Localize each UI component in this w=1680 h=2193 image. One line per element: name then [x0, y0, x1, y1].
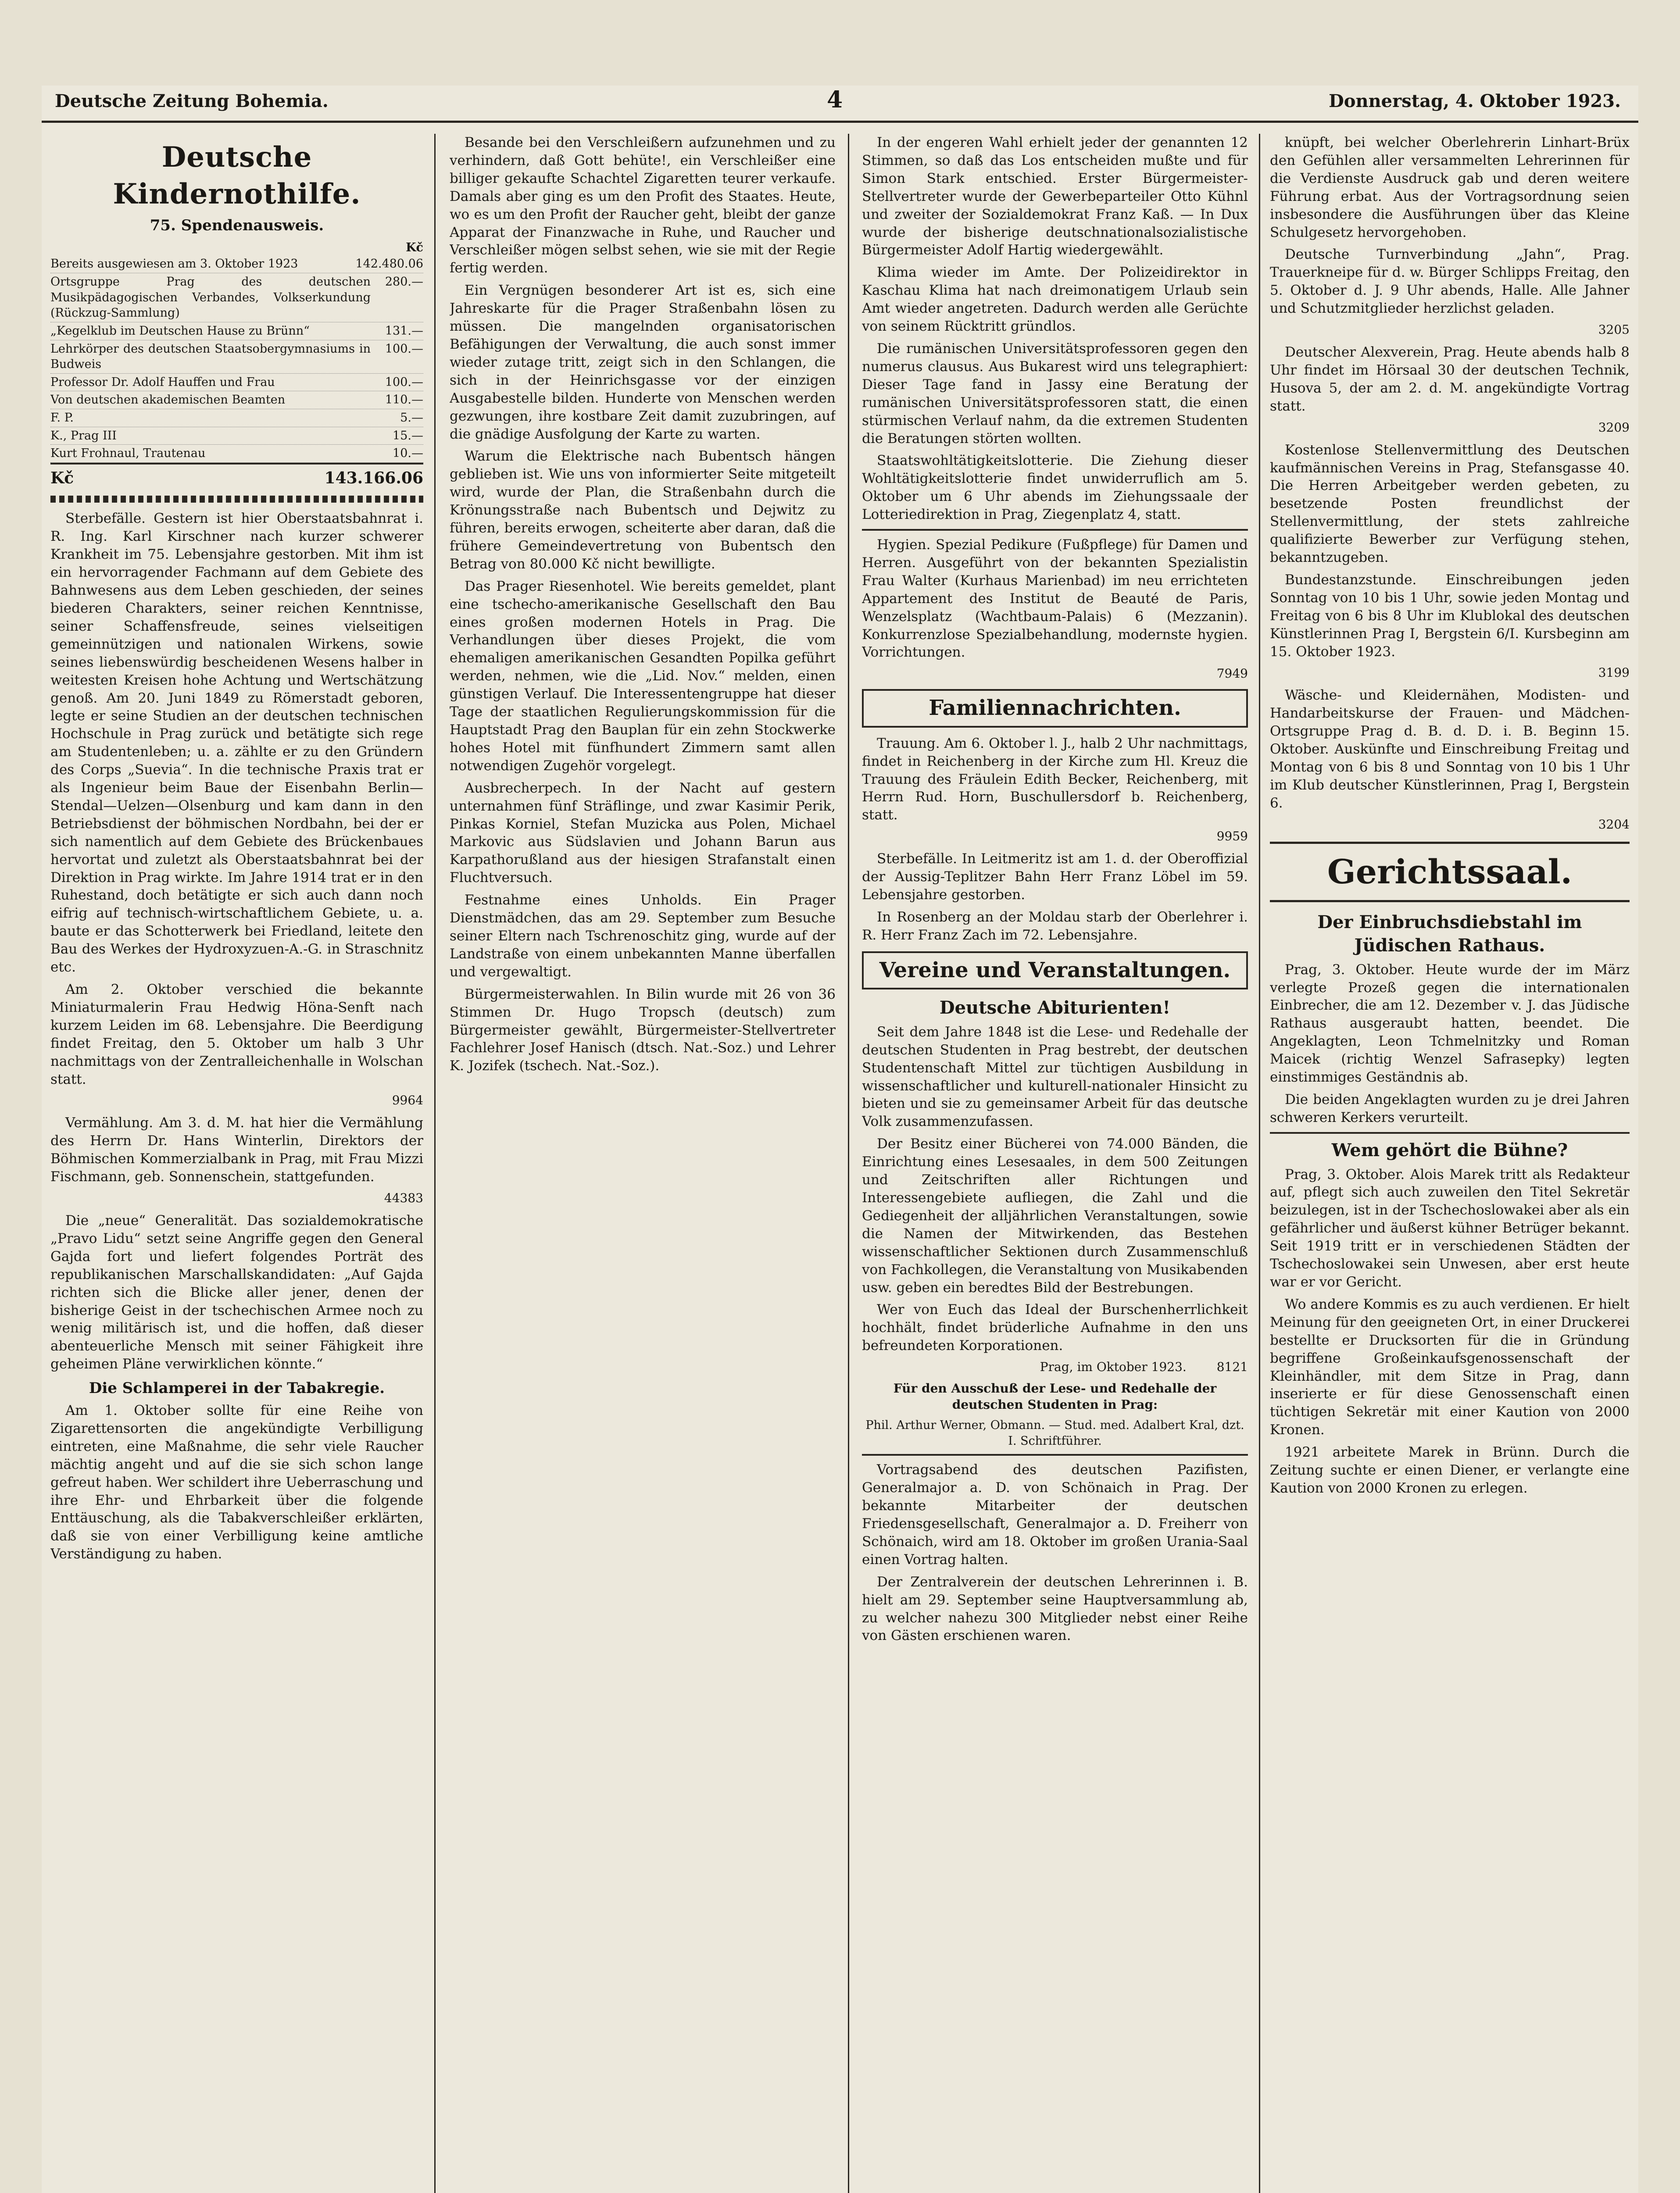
kindernothilfe-subtitle: 75. Spendenausweis. [150, 216, 324, 234]
place-date [862, 1359, 1248, 1375]
divider [862, 529, 1248, 531]
donation-label: Bereits ausgewiesen am 3. Oktober 1923 [50, 257, 298, 271]
article-festnahme: Festnahme eines Unholds. Ein Prager Dienstmädchen, das am 29. September zum Besuche seiner Eltern nach Tschrenoschitz ging, wurde auf der Landstraße von einem unbekannten Manne überfallen und vergewaltigt. [450, 892, 836, 980]
heading-buehne: Wem gehört die Bühne? [1331, 1139, 1568, 1161]
article-sterbefall-leitmeritz: Sterbefälle. In Leitmeritz ist am 1. d. der Oberoffizial der Aussig-Teplitzer Bahn Herr Franz Löbel im 59. Lebensjahre gestorben. [862, 851, 1248, 903]
article-tabakregie: Am 1. Oktober sollte für eine Reihe von Zigarettensorten die angekündigte Verbilligung eintreten, eine Maßnahme, die sehr viele Raucher mächtig angeht und auf die sie sich schon lange gefreut haben. Wer schildert ihre Ueberraschung und ihre Ehr- und Ehrbarkeit über die folgende Enttäuschung, als die Tabakverschleißer erklärten, daß sie von einer Verbilligung keine amtliche Verständigung zu haben. [50, 1403, 423, 1562]
donation-label: F. P. [50, 411, 74, 425]
article-buehne-3: 1921 arbeitete Marek in Brünn. Durch die Zeitung suchte er einen Diener, er verlangte eine Kaution von 2000 Kronen zu erlegen. [1270, 1444, 1630, 1496]
kindernothilfe-title: Deutsche Kindernothilfe. [113, 141, 361, 211]
section-title-vereine: Vereine und Veranstaltungen. [879, 957, 1231, 982]
donation-label: Ortsgruppe Prag des deutschen Musikpädagogischen Verbandes, Volkserkundung (Rückzug-Sammlung) [50, 275, 371, 320]
article-einbruch-verdict: Die beiden Angeklagten wurden zu je drei Jahren schweren Kerkers verurteilt. [1270, 1091, 1630, 1125]
donation-row [50, 374, 423, 392]
donation-row [50, 273, 423, 322]
signature: Phil. Arthur Werner, Obmann. — Stud. med. Adalbert Kral, dzt. I. Schriftführer. [865, 1418, 1244, 1448]
donation-row [50, 427, 423, 445]
article-ausbrecherpech: Ausbrecherpech. In der Nacht auf gestern unternahmen fünf Sträflinge, und zwar Kasimir Perik, Pinkas Korniel, Stefan Muzicka aus Polen, Michael Markovic aus Südslavien und Johann Barun aus Karpathorußland aus der hiesigen Strafanstalt einen Fluchtversuch. [450, 780, 836, 886]
ref-number: 9964 [392, 1093, 423, 1108]
donation-label: Kurt Frohnaul, Trautenau [50, 446, 206, 461]
article-riesenhotel: Das Prager Riesenhotel. Wie bereits gemeldet, plant eine tschecho-amerikanische Gesellschaft den Bau eines großen modernen Hotels in Prag. Die Verhandlungen über dieses Projekt, die vom ehemaligen amerikanischen Gesandten Popilka geführt werden, nehmen, wie die „Lid. Nov.“ melden, einen günstigen Verlauf. Die Interessentengruppe hat dieser Tage der staatlichen Regulierungskommission für die Hauptstadt Prag den Bauplan für ein zehn Stockwerke hohes Hotel mit fünfhundert Zimmern samt allen notwendigen Zugehör vorgelegt. [450, 578, 836, 774]
vereine-box [862, 951, 1248, 989]
donation-value: 280.— [385, 275, 423, 289]
newspaper-name: Deutsche Zeitung Bohemia. [55, 91, 329, 111]
currency-label: Kč [406, 240, 423, 254]
article-miniaturmalerin: Am 2. Oktober verschied die bekannte Miniaturmalerin Frau Hedwig Höna-Senft nach kurzem Leiden im 68. Lebensjahre. Die Beerdigung findet Freitag, den 5. Oktober um halb 3 Uhr nachmittags von der Zentralleichenhalle in Wolschan statt. [50, 982, 423, 1087]
donation-value: 131.— [385, 324, 423, 338]
ref-number: 44383 [384, 1191, 423, 1206]
donation-total [50, 463, 423, 489]
donation-list [50, 255, 423, 463]
donation-row [50, 391, 423, 409]
article-sterbefall-rosenberg: In Rosenberg an der Moldau starb der Oberlehrer i. R. Herr Franz Zach im 72. Lebensjahre. [862, 909, 1248, 943]
total-value: 143.166.06 [324, 468, 423, 487]
column-4 [1270, 134, 1630, 2193]
ref-number: 7949 [1216, 666, 1248, 681]
ref-number: 3204 [1598, 817, 1630, 832]
advertisement-pedikure: Hygien. Spezial Pedikure (Fußpflege) für Damen und Herren. Ausgeführt von der bekannten Spezialistin Frau Walter (Kurhaus Marienbad) im neu errichteten Appartement des Institut de Beauté de Paris, Wenzelsplatz (Wachtbaum-Palais) 6 (Mezzanin). Konkurrenzlose Spezialbehandlung, modernste hygien. Vorrichtungen. [862, 537, 1248, 661]
ref-number: 3209 [1598, 420, 1630, 435]
ref-number: 9959 [1216, 829, 1248, 844]
heading-abiturienten: Deutsche Abiturienten! [939, 997, 1171, 1018]
section-title-familiennachrichten: Familiennachrichten. [929, 696, 1181, 721]
article-lehrerinnen: Der Zentralverein der deutschen Lehrerinnen i. B. hielt am 29. September seine Hauptversammlung ab, zu welcher nahezu 300 Mitglieder nebst einer Reihe von Gästen erschienen waren. [862, 1574, 1248, 1644]
article-buehne-1: Prag, 3. Oktober. Alois Marek tritt als Redakteur auf, pflegt sich auch zuweilen den Titel Sekretär beizulegen, ist in der Tschechoslowakei aber als ein gefährlicher und äußerst kühner Betrüger bekannt. Seit 1919 tritt er in verschiedenen Städten der Tschechoslowakei sein Unwesen, aber erst heute war er vor Gericht. [1270, 1166, 1630, 1290]
donation-row [50, 340, 423, 374]
article-buergermeisterwahlen: Bürgermeisterwahlen. In Bilin wurde mit 26 von 36 Stimmen Dr. Hugo Tropsch (deutsch) zum Bürgermeister gewählt, Bürgermeister-Stellvertreter Fachlehrer Josef Hanisch (dtsch. Nat.-Soz.) und Lehrer K. Jozifek (tschech. Nat.-Soz.). [450, 986, 836, 1074]
donation-row [50, 322, 423, 340]
total-currency: Kč [50, 468, 74, 487]
section-title-gerichtssaal: Gerichtssaal. [1270, 842, 1630, 902]
donation-value: 100.— [385, 342, 423, 356]
signature-heading: Für den Ausschuß der Lese- und Redehalle der deutschen Studenten in Prag: [893, 1381, 1217, 1412]
newspaper-page [42, 86, 1638, 2193]
donation-row [50, 409, 423, 427]
ref-number: 3199 [1598, 665, 1630, 680]
donation-row [50, 445, 423, 463]
donation-label: Von deutschen akademischen Beamten [50, 393, 286, 407]
donation-label: Lehrkörper des deutschen Staatsobergymnasiums in Budweis [50, 342, 371, 371]
donation-value: 5.— [400, 411, 423, 425]
page-header [42, 86, 1638, 123]
donation-label: „Kegelklub im Deutschen Hause zu Brünn“ [50, 324, 310, 338]
ref-number: 3205 [1598, 322, 1630, 337]
article-professoren: Die rumänischen Universitätsprofessoren gegen den numerus clausus. Aus Bukarest wird uns telegraphiert: Dieser Tage fand in Jassy eine Beratung der rumänischen Universitätsprofessoren statt, die einen stürmischen Verlauf nahm, da die extremen Studenten die Beratungen störten wollten. [862, 340, 1248, 446]
article-vermaehlung: Vermählung. Am 3. d. M. hat hier die Vermählung des Herrn Dr. Hans Winterlin, Direktors der Böhmischen Kommerzialbank in Prag, mit Frau Mizzi Fischmann, geb. Sonnenschein, stattgefunden. [50, 1115, 423, 1185]
issue-date: Donnerstag, 4. Oktober 1923. [1329, 91, 1621, 111]
ref-number: 8121 [1216, 1360, 1248, 1375]
ornament-divider [50, 496, 423, 503]
heading-einbruchsdiebstahl: Der Einbruchsdiebstahl im Jüdischen Rathaus. [1317, 912, 1582, 956]
place-date-text: Prag, im Oktober 1923. [1040, 1360, 1187, 1375]
donation-label: Professor Dr. Adolf Hauffen und Frau [50, 375, 275, 389]
divider [1270, 1132, 1630, 1134]
donation-label: K., Prag III [50, 429, 117, 443]
divider [862, 1454, 1248, 1456]
article-turnverbindung: Deutsche Turnverbindung „Jahn“, Prag. Trauerkneipe für d. w. Bürger Schlipps Freitag, den 5. Oktober d. J. 9 Uhr abends, Halle. Alle Jahner und Schutzmitglieder herzlichst geladen. [1270, 246, 1630, 317]
donation-row [50, 255, 423, 273]
column-1 [50, 134, 423, 2193]
article-bundestanzstunde: Bundestanzstunde. Einschreibungen jeden Sonntag von 10 bis 1 Uhr, sowie jeden Montag und Freitag von 6 bis 8 Uhr im Klublokal des deutschen Künstlerinnen Prag I, Bergstein 6/I. Kursbeginn am 15. Oktober 1923. [1270, 571, 1630, 660]
article-lesehalle-3: Wer von Euch das Ideal der Burschenherrlichkeit hochhält, findet brüderliche Aufnahme in den uns befreundeten Korporationen. [862, 1302, 1248, 1354]
article-vortragsabend: Vortragsabend des deutschen Pazifisten, Generalmajor a. D. von Schönaich in Prag. Der bekannte Mitarbeiter der deutschen Friedensgesellschaft, Generalmajor a. D. Freiherr von Schönaich, wird am 18. Oktober im großen Urania-Saal einen Vortrag halten. [862, 1462, 1248, 1568]
article-alexverein: Deutscher Alexverein, Prag. Heute abends halb 8 Uhr findet im Hörsaal 30 der deutschen Technik, Husova 5, der am 2. d. M. angekündigte Vortrag statt. [1270, 344, 1630, 414]
donation-value: 110.— [385, 393, 423, 407]
column-rule-2 [848, 134, 849, 2193]
column-rule-3 [1259, 134, 1260, 2193]
article-continued: Besande bei den Verschleißern aufzunehmen und zu verhindern, daß Gott behüte!, ein Verschleißer eine billiger gekaufte Schachtel Zigaretten teurer verkaufe. Damals aber ging es um den Profit des Staates. Heute, wo es um den Profit der Raucher geht, bleibt der ganze Apparat der Finanzwache in Ruhe, und Raucher und Verschleißer mögen selbst sehen, wie sie mit der Regie fertig werden. [450, 135, 836, 276]
article-lotterie: Staatswohltätigkeitslotterie. Die Ziehung dieser Wohltätigkeitslotterie findet unwiderruflich am 5. Oktober um 6 Uhr abends im Ziehungssaale der Lotteriedirektion in Prag, Ziegenplatz 4, statt. [862, 453, 1248, 523]
page-number: 4 [827, 86, 843, 113]
article-naehkurse: Wäsche- und Kleidernähen, Modisten- und Handarbeitskurse der Frauen- und Mädchen-Ortsgruppe Prag d. B. d. D. i. B. Beginn 15. Oktober. Auskünfte und Einschreibung Freitag und Montag von 6 bis 8 und Sonntag von 10 bis 1 Uhr im Klub deutscher Künstlerinnen, Prag I, Bergstein 6. [1270, 687, 1630, 811]
column-rule-1 [434, 134, 436, 2193]
donation-value: 100.— [385, 375, 423, 389]
article-buehne-2: Wo andere Kommis es zu auch verdienen. Er hielt Meinung für den geeigneten Ort, in einer Druckerei bestellte er Drucksorten für die in Gründung begriffene Großeinkaufsgenossenschaft der Kleinhändler, mit dem Sitze in Prag, dann inserierte er für diese Genossenschaft einen tüchtigen Sekretär mit einer Kaution von 2000 Kronen. [1270, 1296, 1630, 1438]
article-trauung: Trauung. Am 6. Oktober l. J., halb 2 Uhr nachmittags, findet in Reichenberg in der Kirche zum Hl. Kreuz die Trauung des Fräulein Edith Becker, Reichenberg, mit Herrn Rud. Horn, Buschullersdorf b. Reichenberg, statt. [862, 735, 1248, 823]
donation-value: 10.— [393, 446, 423, 461]
column-2 [450, 134, 836, 2193]
article-lehrerinnen-continued: knüpft, bei welcher Oberlehrerin Linhart-Brüx den Gefühlen aller versammelten Lehrerinnen für die Verdienste Ausdruck gab und deren weitere Führung erbat. Aus der Vortragsordnung seien insbesondere die Ausführungen über das Kleine Schulgesetz hervorgehoben. [1270, 135, 1630, 240]
article-jahreskarte: Ein Vergnügen besonderer Art ist es, sich eine Jahreskarte für die Prager Straßenbahn lösen zu müssen. Die mangelnden organisatorischen Befähigungen der Verwaltung, die auch sonst immer wieder zutage tritt, zeigt sich in den Schlangen, die sich in der Heinrichsgasse vor der einzigen Ausgabestelle bilden. Hunderte von Menschen werden gezwungen, ihre kostbare Zeit damit zuzubringen, auf die gnädige Ausfolgung der Karte zu warten. [450, 282, 836, 442]
article-sterbefaelle: Sterbefälle. Gestern ist hier Oberstaatsbahnrat i. R. Ing. Karl Kirschner nach kurzer schwerer Krankheit im 75. Lebensjahre gestorben. Mit ihm ist ein hervorragender Fachmann auf dem Gebiete des Bahnwesens aus dem Leben geschieden, der seines biederen Charakters, seiner reichen Kenntnisse, seiner Schaffensfreude, seines vielseitigen gemeinnützigen und nationalen Wirkens, sowie seines liebenswürdig bescheidenen Wesens halber in weitesten Kreisen hohe Achtung und Wertschätzung genoß. Am 20. Juni 1849 zu Römerstadt geboren, legte er seine Studien an der deutschen technischen Hochschule in Prag zurück und betätigte sich rege am Studentenleben; u. a. zählte er zu den Gründern des Corps „Suevia“. In die technische Praxis trat er als Ingenieur beim Baue der Eisenbahn Berlin—Stendal—Uelzen—Olsenburg und kam dann in den Betriebsdienst der böhmischen Nordbahn, bei der er sich namentlich auf dem Gebiete des Brückenbaues hervortat und zuletzt als Oberstaatsbahnrat bei der Direktion in Prag wirkte. Im Jahre 1914 trat er in den Ruhestand, doch betätigte er sich auch dann noch eifrig auf technisch-wirtschaftlichem Gebiete, u. a. baute er das Schotterwerk bei Friedland, leitete den Bau des Werkes der Hydroxyzuen-A.-G. in Straschnitz etc. [50, 511, 423, 975]
article-lesehalle-2: Der Besitz einer Bücherei von 74.000 Bänden, die Einrichtung eines Lesesaales, in dem 500 Zeitungen und Zeitschriften aller Richtungen und Interessengebiete aufliegen, die Zahl und die Gediegenheit der alljährlichen Veranstaltungen, sowie die Namen der Mitwirkenden, das Bestehen wissenschaftlicher Sektionen durch Zusammenschluß von Fachkollegen, die Veranstaltung von Musikabenden usw. geben ein beredtes Bild der Bestrebungen. [862, 1136, 1248, 1296]
article-stellenvermittlung: Kostenlose Stellenvermittlung des Deutschen kaufmännischen Vereins in Prag, Stefansgasse 40. Die Herren Arbeitgeber werden gebeten, zu besetzende Posten freundlichst der Stellenvermittlung, der stets zahlreiche qualifizierte Bewerber zur Verfügung stehen, bekanntzugeben. [1270, 442, 1630, 566]
donation-value: 15.— [393, 429, 423, 443]
article-lesehalle-1: Seit dem Jahre 1848 ist die Lese- und Redehalle der deutschen Studenten in Prag bestrebt, der deutschen Studentenschaft Mittel zur tüchtigen Ausbildung in wissenschaftlicher und kulturell-nationaler Hinsicht zu bieten und sie zu gemeinsamer Arbeit für das deutsche Volk zusammenzufassen. [862, 1024, 1248, 1130]
article-klima: Klima wieder im Amte. Der Polizeidirektor in Kaschau Klima hat nach dreimonatigem Urlaub sein Amt wieder angetreten. Dadurch werden alle Gerüchte von seinem Rücktritt gründlos. [862, 264, 1248, 335]
article-einbruch: Prag, 3. Oktober. Heute wurde der im März verlegte Prozeß gegen die internationalen Einbrecher, die am 12. Dezember v. J. das Jüdische Rathaus ausgeraubt hatten, beendet. Die Angeklagten, Leon Tchmelnitzky und Roman Maicek (richtig Wenzel Safrasepky) legten einstimmiges Geständnis ab. [1270, 961, 1630, 1086]
article-wahlen-continued: In der engeren Wahl erhielt jeder der genannten 12 Stimmen, so daß das Los entscheiden mußte und für Simon Stark entschied. Erster Bürgermeister-Stellvertreter wurde der Gewerbeparteiler Otto Kühnl und zweiter der Sozialdemokrat Franz Kaß. — In Dux wurde der bisherige deutschnationalsozialistische Bürgermeister Adolf Hartig wiedergewählt. [862, 135, 1248, 258]
article-title-tabakregie: Die Schlamperei in der Tabakregie. [89, 1379, 385, 1397]
column-3 [862, 134, 1248, 2193]
article-generalitaet: Die „neue“ Generalität. Das sozialdemokratische „Pravo Lidu“ setzt seine Angriffe gegen den General Gajda fort und liefert folgendes Porträt des republikanischen Marschallskandidaten: „Auf Gajda richten sich die Blicke aller jener, denen der bisherige Geist in der tschechischen Armee noch zu wenig militärisch ist, und die hoffen, daß dieser abenteuerliche Mensch mit seiner Fähigkeit ihre geheimen Pläne verwirklichen könnte.“ [50, 1212, 423, 1372]
familiennachrichten-box [862, 689, 1248, 727]
article-elektrische: Warum die Elektrische nach Bubentsch hängen geblieben ist. Wie uns von informierter Seite mitgeteilt wird, wurde der Plan, die Straßenbahn durch die Krönungsstraße nach Bubentsch und Dejwitz zu führen, bereits erwogen, scheiterte aber daran, daß die frühere Gemeindevertretung von Bubentsch den Betrag von 80.000 Kč nicht bewilligte. [450, 448, 836, 572]
donation-value: 142.480.06 [355, 257, 423, 271]
